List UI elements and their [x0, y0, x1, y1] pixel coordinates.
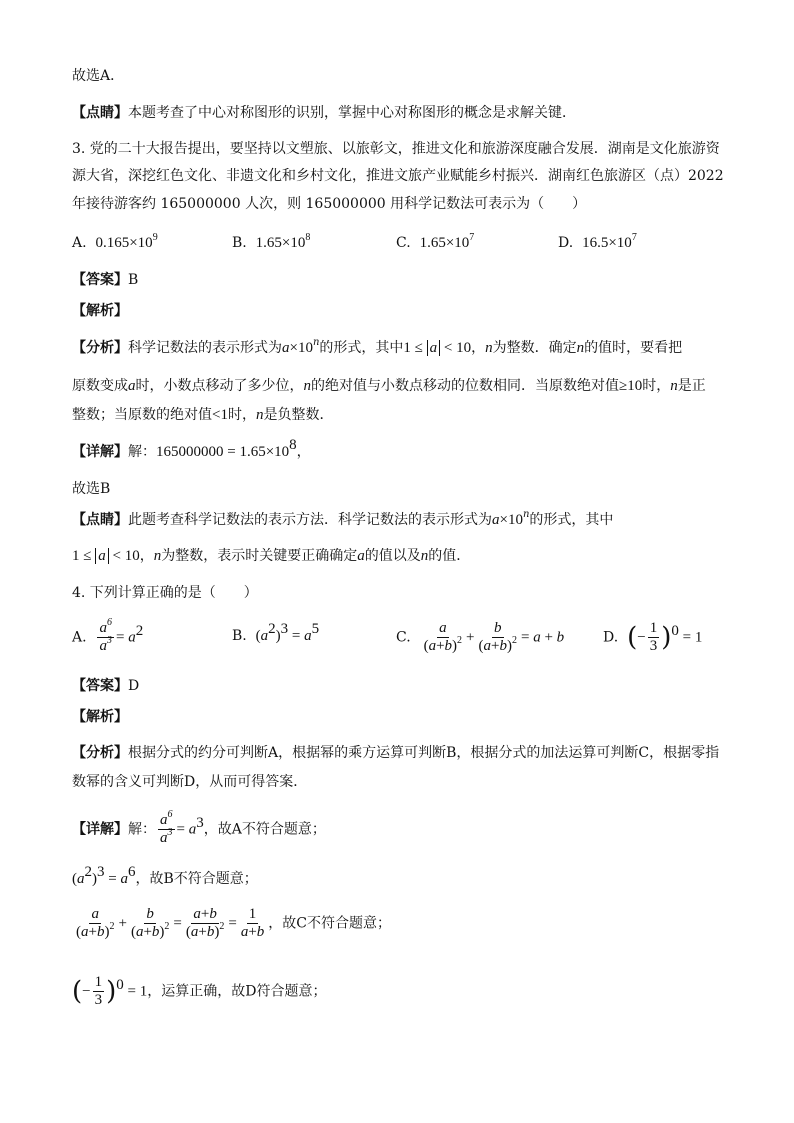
q4-option-a: A. $\frac{a^6}{a^3}$ = $a^2$ [72, 617, 144, 654]
q3-conclusion: 故选B [72, 481, 111, 497]
q3-stem-line3: 年接待游客约 165000000 人次，则 165000000 用科学记数法可表示为（ ） [72, 196, 587, 212]
q3-explain-line1: 【分析】科学记数法的表示形式为$a\times 10^n$的形式，其中1 ≤ a < 10，n为整数．确定n的值时，要看把 [72, 337, 683, 356]
q4-option-b: B. $(a^2)^3 = a^5$ [232, 621, 320, 644]
q4-detail-c: $\frac{a}{(a+b)^2}$ + $\frac{b}{(a+b)^2}$ = $\frac{a+b}{(a+b)^2}$ = $\frac{1}{a+b}$ ，故C不符合题意； [76, 906, 391, 940]
q2-comment-text: 本题考查了中心对称图形的识别，掌握中心对称图形的概念是求解关键． [128, 105, 576, 121]
q3-answer-value: B [128, 272, 139, 288]
q3-option-b [232, 233, 310, 253]
q3-option-a-letter: A. [72, 235, 87, 251]
q4-explain-line1: 【分析】根据分式的约分可判断A，根据幂的乘方运算可判断B，根据分式的加法运算可判断C，根据零指 [72, 745, 720, 761]
q4-analysis-tag: 【解析】 [72, 709, 128, 725]
q4-detail-d: (− $\frac{1}{3}$ )$^0$ = 1，运算正确，故D符合题意； [72, 974, 327, 1008]
q2-comment-tag: 【点睛】 [72, 105, 128, 121]
q3-detail: 【详解】解：$165000000 = 1.65\times 10^8$， [72, 437, 311, 460]
q3-analysis-tag: 【解析】 [72, 303, 128, 319]
q3-option-b-letter: B. [232, 235, 247, 251]
q3-option-d-value: $16.5\times 10^7$ [582, 232, 637, 251]
q4-detail-a: 【详解】解： $\frac{a^6}{a^3}$ = $a^3$，故A不符合题意； [72, 809, 326, 846]
q4-detail-b: $(a^2)^3 = a^6$，故B不符合题意； [72, 864, 258, 887]
q3-option-c [396, 233, 474, 253]
q2-comment [72, 103, 576, 123]
q3-answer-tag: 【答案】 [72, 272, 128, 288]
q3-option-c-value: $1.65\times 10^7$ [419, 232, 475, 251]
q3-comment-line1: 【点睛】此题考查科学记数法的表示方法．科学记数法的表示形式为$a\times 10^n$的形式，其中 [72, 509, 614, 528]
q3-option-a [72, 233, 158, 253]
q4-answer: 【答案】D [72, 678, 140, 694]
q3-stem-line2: 源大省，深挖红色文化、非遗文化和乡村文化，推进文旅产业赋能乡村振兴．湖南红色旅游区（点）2022 [72, 168, 724, 184]
q3-option-c-letter: C. [396, 235, 411, 251]
q3-option-a-value: $0.165\times 10^9$ [95, 232, 158, 251]
q4-explain-line2: 数幂的含义可判断D，从而可得答案． [72, 774, 308, 790]
q4-stem: 4. 下列计算正确的是（ ） [72, 585, 258, 601]
q4-option-d: D. (− $\frac{1}{3}$ )$^0$ = 1 [603, 620, 703, 654]
q3-option-b-value: $1.65\times 10^8$ [255, 232, 311, 251]
q3-explain-line3: 整数；当原数的绝对值<1时，n是负整数． [72, 407, 334, 423]
q3-explain-line2: 原数变成a时，小数点移动了多少位，n的绝对值与小数点移动的位数相同．当原数绝对值≥10时，n是正 [72, 378, 706, 394]
q3-option-d-letter: D. [558, 235, 574, 251]
q3-option-d [558, 233, 637, 253]
q3-stem-line1: 3. 党的二十大报告提出，要坚持以文塑旅、以旅彰文，推进文化和旅游深度融合发展．湖南是文化旅游资 [72, 141, 720, 157]
q3-comment-line2: 1 ≤ a < 10，n为整数，表示时关键要正确确定a的值以及n的值． [72, 548, 471, 564]
conclusion-line: 故选A． [72, 68, 125, 84]
q4-option-c: C. $\frac{a}{(a+b)^2}$ + $\frac{b}{(a+b)^2}$ = a + b [396, 620, 565, 654]
q3-answer [72, 270, 138, 290]
